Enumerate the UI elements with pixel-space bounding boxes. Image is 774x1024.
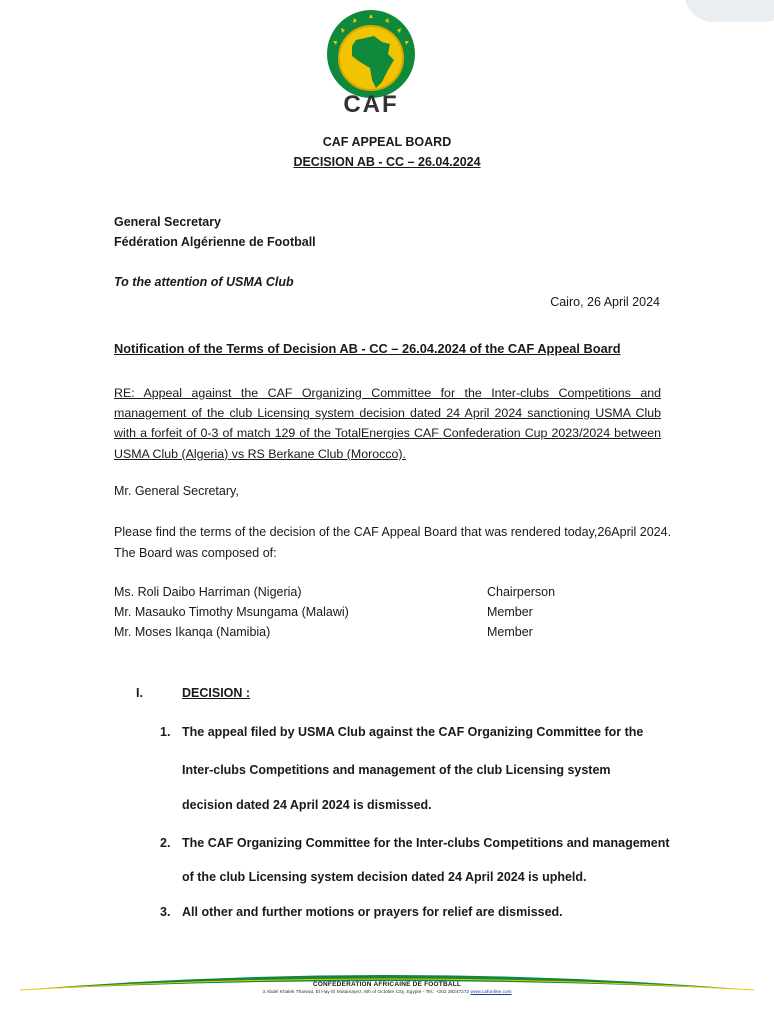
- caf-logo: [316, 8, 426, 120]
- board-member-row: [114, 622, 674, 642]
- intro-paragraph: Please find the terms of the decision of the CAF Appeal Board that was rendered today,26April 2024. The Board was composed of:: [114, 525, 672, 560]
- footer-address: [0, 990, 774, 995]
- footer-address-text: 3 Abdel Khalek Tharwat, El Hay El Motamayez, 6th of October City, Egypte - Tel.: +202 38247272: [262, 990, 470, 995]
- decision-reference: DECISION AB - CC – 26.04.2024: [293, 155, 481, 169]
- footer-org: CONFEDERATION AFRICAINE DE FOOTBALL: [312, 981, 462, 988]
- footer-website-link[interactable]: www.cafonline.com: [470, 990, 512, 995]
- place-date: Cairo, 26 April 2024: [550, 295, 660, 309]
- notification-title: Notification of the Terms of Decision AB - CC – 26.04.2024 of the CAF Appeal Board: [114, 341, 621, 356]
- decision-line: All other and further motions or prayers for relief are dismissed.: [182, 905, 563, 919]
- recipient-title: General Secretary: [114, 215, 222, 229]
- logo-text: CAF: [343, 91, 399, 118]
- decision-line: Inter-clubs Competitions and management of the club Licensing system: [182, 763, 611, 777]
- board-member-row: [114, 602, 674, 622]
- section-title: DECISION :: [182, 686, 251, 700]
- decision-number: 2.: [160, 836, 171, 850]
- decision-number: 1.: [160, 725, 171, 739]
- decision-line: decision dated 24 April 2024 is dismissed.: [182, 798, 432, 812]
- member-name: Mr. Masauko Timothy Msungama (Malawi): [114, 605, 349, 619]
- decision-line: The CAF Organizing Committee for the Inter-clubs Competitions and management: [182, 836, 670, 850]
- board-title: CAF APPEAL BOARD: [322, 135, 452, 149]
- section-number: I.: [136, 686, 143, 700]
- board-member-row: [114, 582, 674, 602]
- salutation: Mr. General Secretary,: [114, 484, 239, 498]
- decision-number: 3.: [160, 905, 171, 919]
- member-role: Chairperson: [487, 585, 556, 599]
- member-name: Mr. Moses Ikanqa (Namibia): [114, 625, 271, 639]
- member-role: Member: [487, 625, 533, 639]
- member-name: Ms. Roli Daibo Harriman (Nigeria): [114, 585, 302, 599]
- recipient-federation: Fédération Algérienne de Football: [114, 235, 316, 249]
- member-role: Member: [487, 605, 533, 619]
- corner-tab: [684, 0, 774, 22]
- decision-line: The appeal filed by USMA Club against the CAF Organizing Committee for the: [182, 725, 644, 739]
- re-paragraph: RE: Appeal against the CAF Organizing Committee for the Inter-clubs Competitions and management of the club Licensing system decision dated 24 April 2024 sanctioning USMA Club with a forfeit of 0-3 of match 129 of the TotalEnergies CAF Confederation Cup 2023/2024 between USMA Club (Algeria) vs RS Berkane Club (Morocco).: [114, 386, 661, 461]
- decision-line: of the club Licensing system decision dated 24 April 2024 is upheld.: [182, 870, 587, 884]
- attention-line: To the attention of USMA Club: [114, 275, 294, 289]
